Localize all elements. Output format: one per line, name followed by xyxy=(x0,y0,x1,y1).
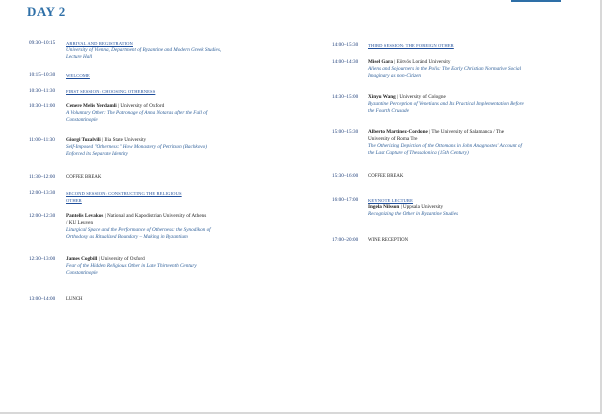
speaker-name: Ingela Nilsson xyxy=(368,204,400,210)
venue-line: Lecture Hall xyxy=(66,54,93,60)
affiliation: University of Cologne xyxy=(399,94,446,100)
affiliation: National and Kapodistrian University of Athens xyxy=(106,213,207,219)
talk-title: Enforced its Separate Identity xyxy=(66,151,128,157)
time-slot: 15:30–16:00 xyxy=(332,173,359,179)
speaker-name: Misel Gara xyxy=(368,59,393,65)
time-slot: 10:30–11:30 xyxy=(29,88,56,94)
affiliation: University of Oxford xyxy=(120,103,165,109)
affiliation: Uppsala University xyxy=(402,204,444,210)
talk-title: Aliens and Sojourners in the Polis: The Early Christian Normative Social xyxy=(368,66,522,72)
talk-title: Orthodoxy as Ritualized Boundary – Making in Byzantium xyxy=(66,234,188,240)
speaker-name: Giorgi Tuzalvili xyxy=(66,137,101,143)
time-slot: 12:00–12:30 xyxy=(29,213,56,219)
break-label: WINE RECEPTION xyxy=(368,238,409,243)
speaker-name: Alberto Martinez-Cordone xyxy=(368,129,428,135)
time-slot: 09:30–10:15 xyxy=(29,40,56,46)
talk-title: Liturgical Space and the Performance of Otherness: the Synodikon of xyxy=(66,227,211,233)
top-accent-bar xyxy=(511,0,561,2)
speaker-name: James Cogbill xyxy=(66,256,98,262)
speaker-name: Xinyu Wang xyxy=(368,94,396,100)
day-title: DAY 2 xyxy=(27,4,66,19)
affiliation: The University of Salamanca / The xyxy=(431,129,504,135)
time-slot: 14:00–15:30 xyxy=(332,42,359,48)
affiliation: University of Oxford xyxy=(100,256,145,262)
session-title-cont[interactable]: OTHER xyxy=(66,198,82,203)
time-slot: 12:30–13:00 xyxy=(29,256,56,262)
time-slot: 12:00–13:30 xyxy=(29,190,56,196)
break-label: LUNCH xyxy=(66,297,83,302)
talk-title: Byzantine Perception of Venetians and Its Practical Implementation Before xyxy=(368,101,524,107)
affiliation: Ilia State University xyxy=(104,137,147,143)
time-slot: 14:00–14:30 xyxy=(332,59,359,65)
session-title[interactable]: KEYNOTE LECTURE xyxy=(368,198,414,203)
affiliation-cont: / KU Leuven xyxy=(66,220,94,226)
session-title[interactable]: WELCOME xyxy=(66,73,90,78)
session-title[interactable]: ARRIVAL AND REGISTRATION xyxy=(66,41,133,46)
talk-title: Self-Imposed "Otherness:" How Monastery of Petritson (Bachkovo) xyxy=(66,144,207,150)
time-slot: 14:30–15:00 xyxy=(332,94,359,100)
affiliation-cont: University of Roma Tre xyxy=(368,136,418,142)
talk-title: Fear of the Hidden Religious Other in Late Thirteenth Century xyxy=(66,263,197,269)
time-slot: 13:00–14:00 xyxy=(29,296,56,302)
break-label: COFFEE BREAK xyxy=(368,174,404,179)
speaker-name: Pantelis Levakos xyxy=(66,213,104,219)
session-title[interactable]: SECOND SESSION: CONSTRUCTING THE RELIGIOUS xyxy=(66,191,182,196)
talk-title: Recognizing the Other in Byzantine Studies xyxy=(368,211,459,217)
time-slot: 10:15–10:30 xyxy=(29,72,56,78)
venue-line: University of Vienna, Department of Byzantine and Modern Greek Studies, xyxy=(66,47,222,53)
time-slot: 10:30–11:00 xyxy=(29,103,56,109)
talk-title: Constantinople xyxy=(66,117,98,123)
time-slot: 17:00–20:00 xyxy=(332,237,359,243)
time-slot: 15:00–15:30 xyxy=(332,129,359,135)
time-slot: 11:00–11:30 xyxy=(29,137,55,143)
session-title[interactable]: THIRD SESSION: THE FOREIGN OTHER xyxy=(368,43,454,48)
talk-title: Imaginary as non-Citizen xyxy=(368,73,422,79)
talk-title: Constantinople xyxy=(66,270,98,276)
session-title[interactable]: FIRST SESSION: CHOOSING OTHERNESS xyxy=(66,89,156,94)
time-slot: 11:30–12:00 xyxy=(29,174,56,180)
talk-title: the Last Capture of Thessalonica (15th Century) xyxy=(368,150,469,156)
speaker-name: Cenere Melis Yerdamli xyxy=(66,103,117,109)
talk-title: The Otherizing Depiction of the Ottomans in John Anagnostes' Account of xyxy=(368,143,522,149)
time-slot: 16:00–17:00 xyxy=(332,197,359,203)
break-label: COFFEE BREAK xyxy=(66,175,102,180)
affiliation: Eötvös Loránd University xyxy=(396,59,451,65)
talk-title: A Voluntary Other: The Patronage of Anna Notaras after the Fall of xyxy=(66,110,208,116)
talk-title: the Fourth Crusade xyxy=(368,108,409,114)
